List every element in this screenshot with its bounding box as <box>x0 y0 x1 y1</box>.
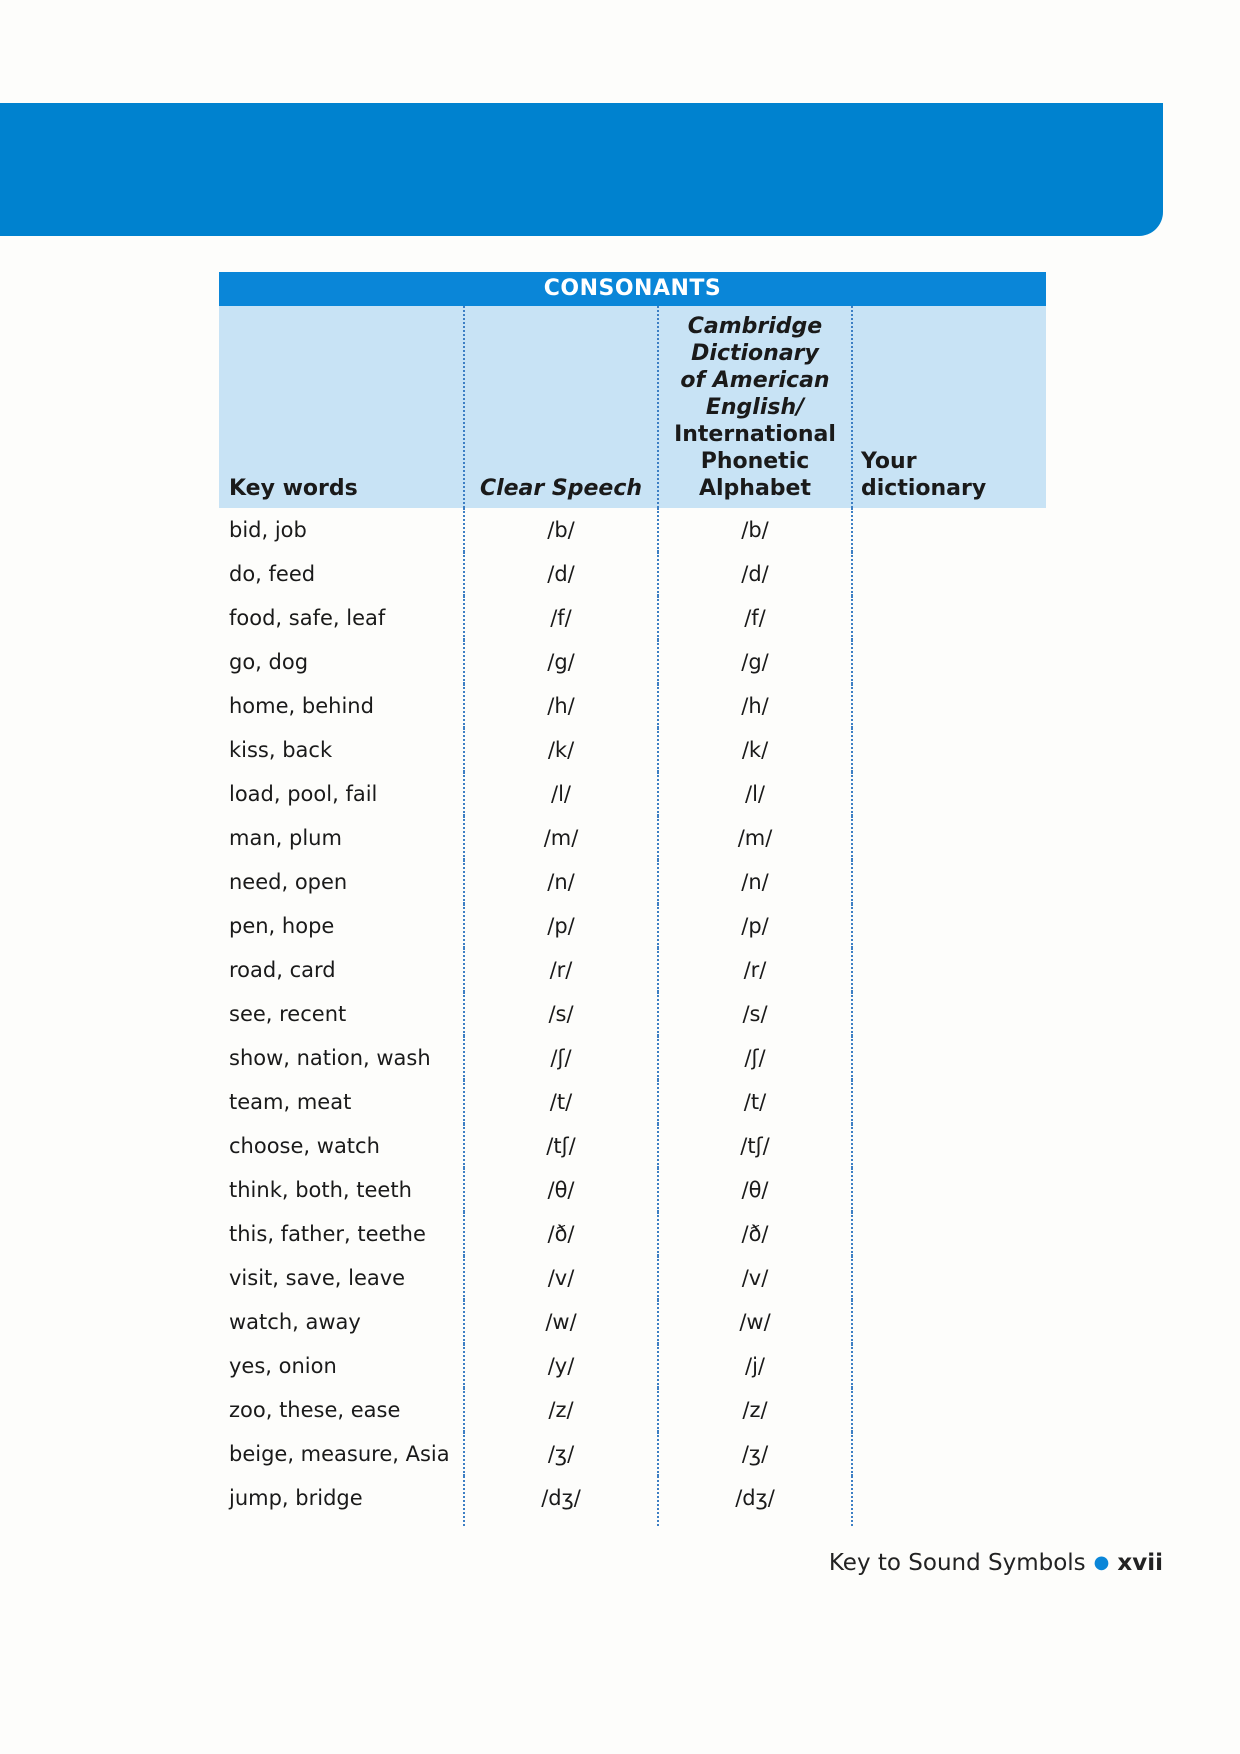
your-dictionary-cell <box>851 1124 1046 1168</box>
footer-title: Key to Sound Symbols <box>828 1550 1086 1576</box>
ipa-cell: /m/ <box>657 816 851 860</box>
table-row <box>219 1344 1046 1388</box>
clear-speech-cell: /m/ <box>463 816 657 860</box>
clear-speech-cell: /dʒ/ <box>463 1476 657 1526</box>
your-dictionary-cell <box>851 860 1046 904</box>
ipa-cell: /j/ <box>657 1344 851 1388</box>
your-dictionary-cell <box>851 948 1046 992</box>
your-dictionary-cell <box>851 992 1046 1036</box>
your-dictionary-cell <box>851 1256 1046 1300</box>
table-row <box>219 728 1046 772</box>
ipa-cell: /f/ <box>657 596 851 640</box>
ipa-cell: /w/ <box>657 1300 851 1344</box>
key-words-cell: need, open <box>229 870 348 894</box>
your-dictionary-cell <box>851 1344 1046 1388</box>
table-body <box>219 508 1046 1526</box>
header-cambridge-line: English/ <box>705 395 805 420</box>
page-footer <box>829 1550 1163 1576</box>
clear-speech-cell: /tʃ/ <box>463 1124 657 1168</box>
key-words-cell: beige, measure, Asia <box>229 1442 450 1466</box>
your-dictionary-cell <box>851 1080 1046 1124</box>
header-ipa-line: Alphabet <box>698 476 811 501</box>
header-clear-speech <box>463 306 657 508</box>
key-words-cell: choose, watch <box>229 1134 380 1158</box>
table-title: CONSONANTS <box>219 272 1046 306</box>
key-words-cell: see, recent <box>229 1002 347 1026</box>
your-dictionary-cell <box>851 772 1046 816</box>
your-dictionary-cell <box>851 1036 1046 1080</box>
table-row <box>219 1432 1046 1476</box>
table-row <box>219 1388 1046 1432</box>
table-row <box>219 1256 1046 1300</box>
key-words-cell: show, nation, wash <box>229 1046 431 1070</box>
consonants-table <box>219 272 1046 1526</box>
ipa-cell: /h/ <box>657 684 851 728</box>
your-dictionary-cell <box>851 1476 1046 1526</box>
your-dictionary-cell <box>851 1432 1046 1476</box>
header-cambridge-line: Dictionary <box>691 341 819 366</box>
key-words-cell: jump, bridge <box>229 1486 363 1510</box>
your-dictionary-cell <box>851 596 1046 640</box>
table-row <box>219 1124 1046 1168</box>
your-dictionary-cell <box>851 904 1046 948</box>
table-row <box>219 948 1046 992</box>
header-your-dictionary-label: Your dictionary <box>861 449 987 501</box>
table-row <box>219 1476 1046 1526</box>
ipa-cell: /b/ <box>657 508 851 552</box>
table-row <box>219 684 1046 728</box>
ipa-cell: /dʒ/ <box>657 1476 851 1526</box>
ipa-cell: /n/ <box>657 860 851 904</box>
key-words-cell: this, father, teethe <box>229 1222 426 1246</box>
bullet-icon: ● <box>1093 1552 1110 1573</box>
your-dictionary-cell <box>851 1168 1046 1212</box>
key-words-cell: home, behind <box>229 694 374 718</box>
key-words-cell: bid, job <box>229 518 307 542</box>
ipa-cell: /θ/ <box>657 1168 851 1212</box>
ipa-cell: /ʒ/ <box>657 1432 851 1476</box>
your-dictionary-cell <box>851 640 1046 684</box>
table-row <box>219 816 1046 860</box>
clear-speech-cell: /w/ <box>463 1300 657 1344</box>
clear-speech-cell: /d/ <box>463 552 657 596</box>
key-words-cell: load, pool, fail <box>229 782 378 806</box>
clear-speech-cell: /r/ <box>463 948 657 992</box>
your-dictionary-cell <box>851 552 1046 596</box>
ipa-cell: /p/ <box>657 904 851 948</box>
header-key-words-label: Key words <box>229 476 358 501</box>
header-clear-speech-label: Clear Speech <box>479 476 643 501</box>
table-row <box>219 1036 1046 1080</box>
ipa-cell: /r/ <box>657 948 851 992</box>
key-words-cell: yes, onion <box>229 1354 337 1378</box>
table-row <box>219 904 1046 948</box>
clear-speech-cell: /b/ <box>463 508 657 552</box>
key-words-cell: go, dog <box>229 650 309 674</box>
your-dictionary-cell <box>851 728 1046 772</box>
clear-speech-cell: /z/ <box>463 1388 657 1432</box>
your-dictionary-cell <box>851 684 1046 728</box>
header-ipa-line: Phonetic <box>700 449 810 474</box>
your-dictionary-cell <box>851 1212 1046 1256</box>
your-dictionary-cell <box>851 1388 1046 1432</box>
clear-speech-cell: /θ/ <box>463 1168 657 1212</box>
ipa-cell: /tʃ/ <box>657 1124 851 1168</box>
table-row <box>219 1300 1046 1344</box>
key-words-cell: man, plum <box>229 826 342 850</box>
clear-speech-cell: /f/ <box>463 596 657 640</box>
table-row <box>219 1168 1046 1212</box>
clear-speech-cell: /g/ <box>463 640 657 684</box>
ipa-cell: /l/ <box>657 772 851 816</box>
header-your-dictionary <box>851 306 1046 508</box>
clear-speech-cell: /v/ <box>463 1256 657 1300</box>
clear-speech-cell: /n/ <box>463 860 657 904</box>
ipa-cell: /s/ <box>657 992 851 1036</box>
key-words-cell: road, card <box>229 958 336 982</box>
page-number: xvii <box>1117 1550 1163 1576</box>
table-row <box>219 596 1046 640</box>
top-banner <box>0 103 1163 236</box>
key-words-cell: food, safe, leaf <box>229 606 386 630</box>
header-cambridge-ipa <box>657 306 851 508</box>
header-cambridge-line: of American <box>680 368 830 393</box>
ipa-cell: /v/ <box>657 1256 851 1300</box>
key-words-cell: do, feed <box>229 562 316 586</box>
clear-speech-cell: /ð/ <box>463 1212 657 1256</box>
clear-speech-cell: /ʒ/ <box>463 1432 657 1476</box>
ipa-cell: /ð/ <box>657 1212 851 1256</box>
key-words-cell: pen, hope <box>229 914 335 938</box>
ipa-cell: /ʃ/ <box>657 1036 851 1080</box>
key-words-cell: watch, away <box>229 1310 361 1334</box>
ipa-cell: /k/ <box>657 728 851 772</box>
table-row <box>219 992 1046 1036</box>
table-row <box>219 1212 1046 1256</box>
your-dictionary-cell <box>851 1300 1046 1344</box>
header-ipa-line: International <box>674 422 836 447</box>
header-key-words <box>219 306 463 508</box>
key-words-cell: zoo, these, ease <box>229 1398 401 1422</box>
key-words-cell: visit, save, leave <box>229 1266 406 1290</box>
your-dictionary-cell <box>851 816 1046 860</box>
clear-speech-cell: /t/ <box>463 1080 657 1124</box>
ipa-cell: /g/ <box>657 640 851 684</box>
table-row <box>219 552 1046 596</box>
key-words-cell: kiss, back <box>229 738 333 762</box>
clear-speech-cell: /h/ <box>463 684 657 728</box>
clear-speech-cell: /l/ <box>463 772 657 816</box>
table-row <box>219 860 1046 904</box>
header-cambridge-line: Cambridge <box>687 314 823 339</box>
table-row <box>219 508 1046 552</box>
your-dictionary-cell <box>851 508 1046 552</box>
table-row <box>219 772 1046 816</box>
key-words-cell: team, meat <box>229 1090 352 1114</box>
ipa-cell: /z/ <box>657 1388 851 1432</box>
table-header-row <box>219 306 1046 508</box>
table-row <box>219 640 1046 684</box>
clear-speech-cell: /y/ <box>463 1344 657 1388</box>
clear-speech-cell: /p/ <box>463 904 657 948</box>
clear-speech-cell: /s/ <box>463 992 657 1036</box>
ipa-cell: /t/ <box>657 1080 851 1124</box>
ipa-cell: /d/ <box>657 552 851 596</box>
clear-speech-cell: /ʃ/ <box>463 1036 657 1080</box>
key-words-cell: think, both, teeth <box>229 1178 412 1202</box>
table-row <box>219 1080 1046 1124</box>
clear-speech-cell: /k/ <box>463 728 657 772</box>
